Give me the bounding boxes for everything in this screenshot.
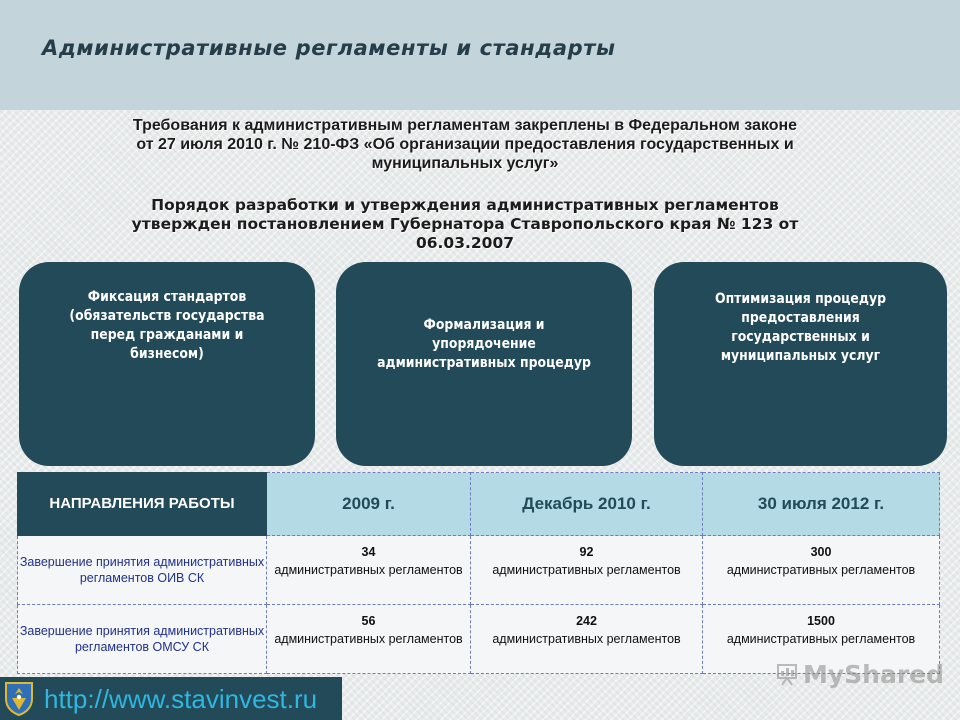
regulations-table [17, 472, 940, 674]
coat-of-arms-icon [4, 681, 34, 717]
watermark [775, 660, 945, 690]
table-cell [471, 605, 703, 674]
goal-box-formalization-text: Формализация и упорядочение административных процедур [377, 317, 591, 371]
cell-number: 34 [361, 545, 376, 559]
goal-box-formalization [336, 262, 632, 466]
table-header-row [18, 473, 940, 536]
table-cell [267, 536, 471, 605]
cell-unit: административных регламентов [274, 632, 463, 646]
decree-line-3: 06.03.2007 [415, 234, 515, 252]
cell-unit: административных регламентов [274, 563, 463, 577]
page-title: Административные регламенты и стандарты [42, 36, 616, 60]
header-bar [0, 0, 960, 110]
law-line-1: Требования к административным регламентам закреплены в Федеральном законе [132, 117, 798, 134]
cell-number: 56 [361, 614, 376, 628]
cell-unit: административных регламентов [492, 563, 681, 577]
cell-number: 1500 [807, 614, 835, 628]
table-cell [267, 605, 471, 674]
decree-line-1: Порядок разработки и утверждения административных регламентов [151, 196, 779, 214]
table-row [18, 536, 940, 605]
watermark-text: MyShared [803, 660, 945, 689]
header-period-2009: 2009 г. [267, 473, 471, 536]
row-label-oiv: Завершение принятия административных регламентов ОИВ СК [18, 536, 267, 605]
decree-line-2: утвержден постановлением Губернатора Ставропольского края № 123 от [131, 215, 799, 233]
cell-unit: административных регламентов [492, 632, 681, 646]
website-link[interactable]: http://www.stavinvest.ru [44, 684, 318, 714]
goal-box-standards [19, 262, 315, 466]
cell-unit: административных регламентов [726, 563, 916, 577]
header-period-dec-2010: Декабрь 2010 г. [471, 473, 703, 536]
decree-text [40, 196, 890, 253]
presentation-icon [775, 662, 799, 686]
table-cell [471, 536, 703, 605]
header-period-jul-2012: 30 июля 2012 г. [703, 473, 940, 536]
cell-number: 300 [810, 545, 832, 559]
goal-box-optimization [654, 262, 947, 466]
goal-box-optimization-text: Оптимизация процедур предоставления государственных и муниципальных услуг [714, 291, 887, 364]
footer-bar [0, 677, 342, 720]
cell-number: 92 [579, 545, 594, 559]
law-line-3: муниципальных услуг» [371, 155, 559, 172]
goal-box-standards-text: Фиксация стандартов (обязательств государства перед гражданами и бизнесом) [69, 289, 265, 362]
header-directions: НАПРАВЛЕНИЯ РАБОТЫ [18, 473, 267, 536]
table-cell [703, 536, 940, 605]
cell-unit: административных регламентов [726, 632, 916, 646]
cell-number: 242 [576, 614, 597, 628]
law-requirements-text [40, 116, 890, 173]
law-line-2: от 27 июля 2010 г. № 210-ФЗ «Об организации предоставления государственных и [136, 136, 794, 153]
row-label-omsu: Завершение принятия административных регламентов ОМСУ СК [18, 605, 267, 674]
